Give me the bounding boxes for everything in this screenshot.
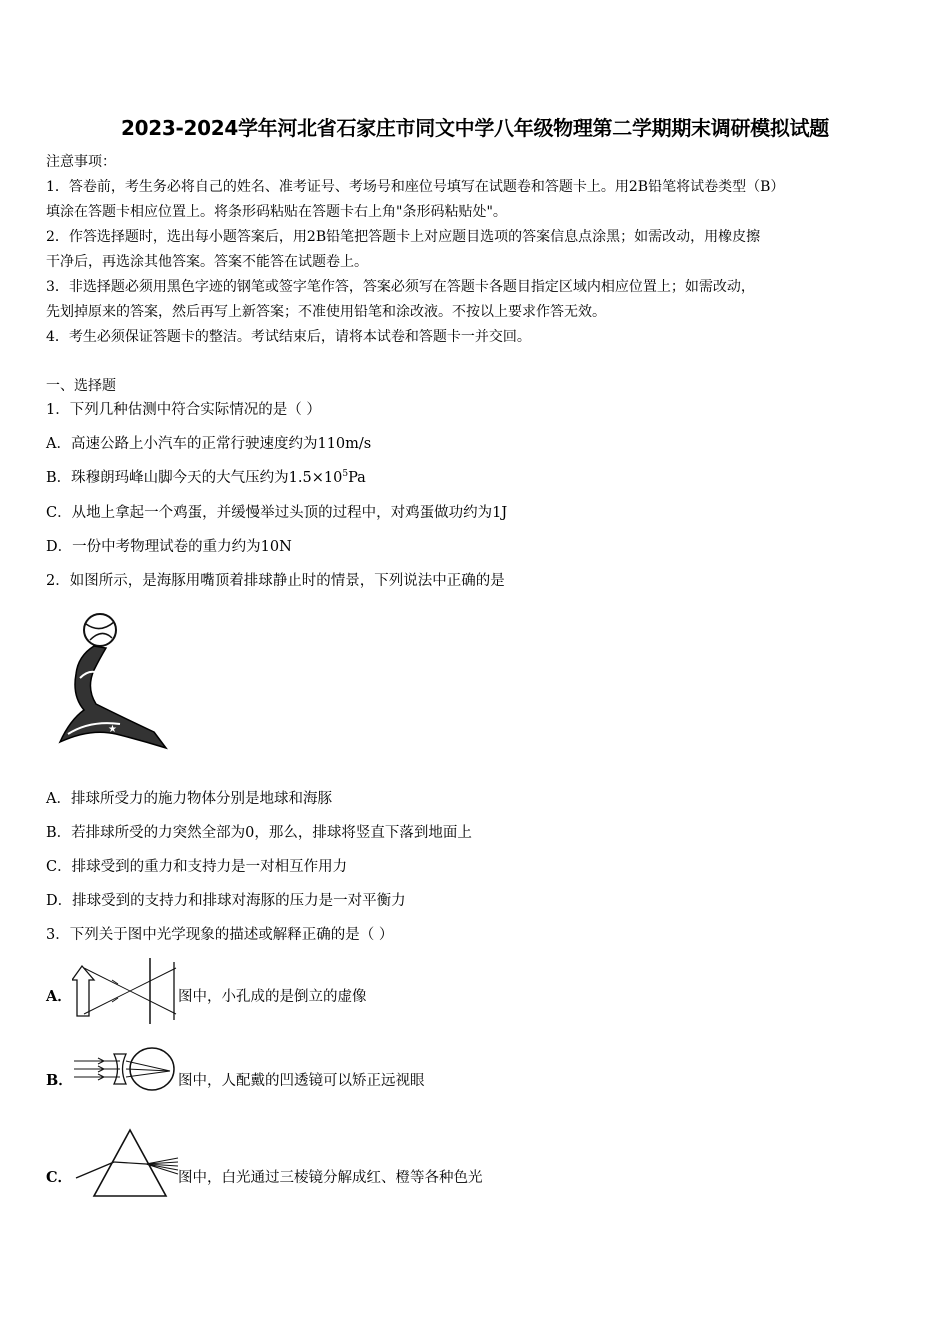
q1-option-b-exponent: 5 [342, 469, 349, 479]
q3-stem: 3．下列关于图中光学现象的描述或解释正确的是（ ） [46, 927, 394, 943]
notice-line: 填涂在答题卡相应位置上。将条形码粘贴在答题卡右上角"条形码粘贴处"。 [46, 204, 507, 220]
q2-option-b: B．若排球所受的力突然全部为0，那么，排球将竖直下落到地面上 [46, 825, 472, 841]
eye-lens-figure [74, 1046, 178, 1092]
q3-option-c-text: 图中，白光通过三棱镜分解成红、橙等各种色光 [178, 1170, 483, 1186]
notice-line: 2．作答选择题时，选出每小题答案后，用2B铅笔把答题卡上对应题目选项的答案信息点涂黑；如需改动，用橡皮擦 [46, 229, 761, 245]
q1-stem: 1．下列几种估测中符合实际情况的是（ ） [46, 402, 321, 418]
q3-option-a-text: 图中，小孔成的是倒立的虚像 [178, 989, 367, 1005]
q3-option-a-label: A． [46, 988, 72, 1005]
q3-option-b-label: B． [46, 1072, 73, 1089]
dolphin-ball-figure [50, 608, 172, 754]
svg-text:★: ★ [108, 724, 117, 735]
q1-option-a: A．高速公路上小汽车的正常行驶速度约为110m/s [46, 436, 372, 452]
q2-stem: 2．如图所示，是海豚用嘴顶着排球静止时的情景，下列说法中正确的是 [46, 573, 505, 589]
spectrum-rays [146, 1158, 178, 1174]
prism-figure [74, 1128, 180, 1200]
q2-option-a: A．排球所受力的施力物体分别是地球和海豚 [46, 791, 332, 807]
q1-option-b-unit: Pa [348, 470, 366, 486]
q2-option-d: D．排球受到的支持力和排球对海豚的压力是一对平衡力 [46, 893, 406, 909]
section-title: 一、选择题 [46, 378, 116, 394]
notice-line: 4．考生必须保证答题卡的整洁。考试结束后，请将本试卷和答题卡一并交回。 [46, 329, 531, 345]
q3-option-c-label: C． [46, 1169, 73, 1186]
notice-heading: 注意事项： [46, 154, 116, 170]
q1-option-b-text: B．珠穆朗玛峰山脚今天的大气压约为1.5×10 [46, 470, 343, 486]
notice-line: 干净后，再选涂其他答案。答案不能答在试题卷上。 [46, 254, 368, 270]
notice-line: 1．答卷前，考生务必将自己的姓名、准考证号、考场号和座位号填写在试题卷和答题卡上。用2B铅笔将试卷类型（B） [46, 179, 785, 195]
notice-line: 先划掉原来的答案，然后再写上新答案；不准使用铅笔和涂改液。不按以上要求作答无效。 [46, 304, 606, 320]
q1-option-b [46, 469, 366, 487]
q3-option-b-text: 图中，人配戴的凹透镜可以矫正远视眼 [178, 1073, 425, 1089]
page-title: 2023-2024学年河北省石家庄市同文中学八年级物理第二学期期末调研模拟试题 [121, 116, 829, 140]
q1-option-c: C．从地上拿起一个鸡蛋，并缓慢举过头顶的过程中，对鸡蛋做功约为1J [46, 505, 508, 521]
notice-line: 3．非选择题必须用黑色字迹的钢笔或签字笔作答，答案必须写在答题卡各题目指定区域内相应位置上；如需改动， [46, 279, 755, 295]
candle-arrow [72, 966, 94, 1016]
q2-option-c: C．排球受到的重力和支持力是一对相互作用力 [46, 859, 348, 875]
volleyball [84, 614, 116, 646]
q1-option-d: D．一份中考物理试卷的重力约为10N [46, 539, 292, 555]
pinhole-figure [72, 958, 178, 1024]
